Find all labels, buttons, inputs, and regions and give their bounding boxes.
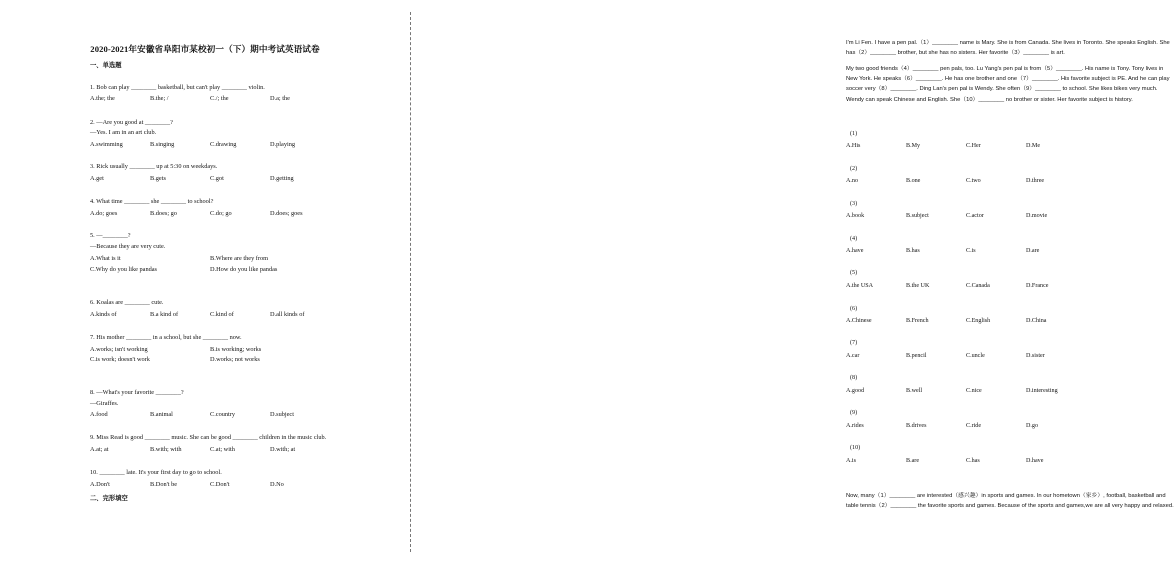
cloze-option-10a: A.is bbox=[846, 458, 856, 464]
question-2-answer-line: —Yes. I am in an art club. bbox=[90, 129, 157, 136]
cloze-option-6a: A.Chinese bbox=[846, 318, 872, 324]
option-1b: B.the; / bbox=[150, 95, 169, 102]
cloze-option-2b: B.one bbox=[906, 178, 921, 184]
option-7d: D.works; not works bbox=[210, 356, 260, 363]
cloze-option-9b: B.drives bbox=[906, 423, 927, 429]
option-1a: A.the; the bbox=[90, 95, 115, 102]
cloze-item-number-3: (3) bbox=[850, 201, 858, 207]
option-10c: C.Don't bbox=[210, 481, 230, 488]
cloze-option-9c: C.ride bbox=[966, 423, 982, 429]
right-column bbox=[410, 0, 1174, 562]
cloze-option-6c: C.English bbox=[966, 318, 991, 324]
cloze-option-5a: A.the USA bbox=[846, 283, 874, 289]
question-3: 3. Rick usually ________ up at 5:30 on weekdays. bbox=[90, 163, 218, 170]
cloze-option-9a: A.rides bbox=[846, 423, 864, 429]
cloze-option-10b: B.are bbox=[906, 458, 920, 464]
option-5d: D.How do you like pandas bbox=[210, 266, 278, 273]
option-3a: A.get bbox=[90, 175, 104, 182]
cloze-item-number-9: (9) bbox=[850, 410, 858, 416]
cloze-option-2d: D.three bbox=[1026, 178, 1045, 184]
option-9c: C.at; with bbox=[210, 446, 235, 453]
cloze-option-1a: A.His bbox=[846, 143, 861, 149]
option-9d: D.with; at bbox=[270, 446, 296, 453]
option-7b: B.is working; works bbox=[210, 346, 262, 353]
option-7c: C.is work; doesn't work bbox=[90, 356, 150, 363]
option-8d: D.subject bbox=[270, 411, 294, 418]
question-7: 7. His mother ________ in a school, but she ________ now. bbox=[90, 334, 242, 341]
question-5-answer-line: —Because they are very cute. bbox=[90, 243, 166, 250]
cloze-item-number-10: (10) bbox=[850, 445, 861, 451]
option-5c: C.Why do you like pandas bbox=[90, 266, 157, 273]
option-1c: C./; the bbox=[210, 95, 229, 102]
option-2c: C.drawing bbox=[210, 141, 237, 148]
cloze-option-9d: D.go bbox=[1026, 423, 1039, 429]
cloze-option-8a: A.good bbox=[846, 388, 865, 394]
cloze-passage-2-paragraph-1: Now, many（1）________ are interested（感兴趣）in sports and games. In our hometown（家乡）, football, basketball and table tennis（2）________ the favorite sports and games. Because of the sports and games,we are all very happy and relaxed. bbox=[846, 493, 1174, 510]
cloze-option-5b: B.the UK bbox=[906, 283, 930, 289]
cloze-option-6b: B.French bbox=[906, 318, 929, 324]
option-6c: C.kind of bbox=[210, 311, 234, 318]
cloze-option-4a: A.have bbox=[846, 248, 864, 254]
cloze-option-3b: B.subject bbox=[906, 213, 929, 219]
cloze-item-number-5: (5) bbox=[850, 270, 858, 276]
option-3b: B.gets bbox=[150, 175, 166, 182]
option-1d: D.a; the bbox=[270, 95, 290, 102]
cloze-option-2a: A.no bbox=[846, 178, 859, 184]
cloze-item-number-1: (1) bbox=[850, 131, 858, 137]
cloze-option-3a: A.book bbox=[846, 213, 865, 219]
option-8b: B.animal bbox=[150, 411, 173, 418]
cloze-option-3d: D.movie bbox=[1026, 213, 1048, 219]
option-5a: A.What is it bbox=[90, 255, 121, 262]
option-10b: B.Don't be bbox=[150, 481, 178, 488]
cloze-item-number-7: (7) bbox=[850, 340, 858, 346]
option-4b: B.does; go bbox=[150, 210, 177, 217]
cloze-option-4b: B.has bbox=[906, 248, 920, 254]
option-5b: B.Where are they from bbox=[210, 255, 269, 262]
cloze-option-7b: B.pencil bbox=[906, 353, 927, 359]
cloze-option-2c: C.two bbox=[966, 178, 981, 184]
cloze-option-4d: D.are bbox=[1026, 248, 1040, 254]
cloze-option-1c: C.Her bbox=[966, 143, 981, 149]
question-9: 9. Miss Read is good ________ music. She can be good ________ children in the music club. bbox=[90, 434, 327, 441]
cloze-option-8c: C.nice bbox=[966, 388, 982, 394]
option-8c: C.country bbox=[210, 411, 236, 418]
cloze-passage-paragraph-2: My two good friends（4）________ pen pals, too. Lu Yang's pen pal is from（5）________. His name is Tony. Tony lives in New York. He speaks（6）________. He has one brother and one（7）________. His favorite subject is PE. And he can play soccer very（8）________. Ding Lan's pen pal is Wendy. She often（9）________ to school. She likes bikes very much. Wendy can speak Chinese and English. She（10）________ no brother or sister. Her favorite subject is history. bbox=[846, 66, 1170, 103]
cloze-option-8b: B.well bbox=[906, 388, 923, 394]
cloze-item-number-8: (8) bbox=[850, 375, 858, 381]
option-2d: D.playing bbox=[270, 141, 296, 148]
question-5: 5. —________? bbox=[90, 232, 131, 239]
cloze-option-8d: D.interesting bbox=[1026, 388, 1058, 394]
option-3c: C.got bbox=[210, 175, 224, 182]
cloze-option-7d: D.sister bbox=[1026, 353, 1045, 359]
option-3d: D.getting bbox=[270, 175, 294, 182]
cloze-item-number-6: (6) bbox=[850, 306, 858, 312]
option-2b: B.singing bbox=[150, 141, 175, 148]
cloze-option-4c: C.is bbox=[966, 248, 976, 254]
option-10a: A.Don't bbox=[90, 481, 110, 488]
exam-title: 2020-2021年安徽省阜阳市某校初一（下）期中考试英语试卷 bbox=[90, 44, 320, 54]
cloze-option-1b: B.My bbox=[906, 143, 921, 149]
question-6: 6. Koalas are ________ cute. bbox=[90, 299, 164, 306]
option-4a: A.do; goes bbox=[90, 210, 118, 217]
option-9a: A.at; at bbox=[90, 446, 109, 453]
section-heading-single-choice: 一、单选题 bbox=[90, 62, 122, 69]
option-6d: D.all kinds of bbox=[270, 311, 305, 318]
cloze-option-10d: D.have bbox=[1026, 458, 1044, 464]
cloze-item-number-2: (2) bbox=[850, 166, 858, 172]
question-10: 10. ________ late. It's your first day to go to school. bbox=[90, 469, 222, 476]
section-heading-cloze: 二、完形填空 bbox=[90, 495, 128, 502]
option-6a: A.kinds of bbox=[90, 311, 117, 318]
option-4d: D.does; goes bbox=[270, 210, 303, 217]
cloze-option-3c: C.actor bbox=[966, 213, 984, 219]
cloze-option-5c: C.Canada bbox=[966, 283, 990, 289]
question-8-answer-line: —Giraffes. bbox=[90, 400, 119, 407]
cloze-option-5d: D.France bbox=[1026, 283, 1049, 289]
cloze-option-7c: C.uncle bbox=[966, 353, 985, 359]
cloze-passage-paragraph-1: I'm Li Fen. I have a pen pal.（1）________ name is Mary. She is from Canada. She lives in Toronto. She speaks English. She has（2）________ brother, but she has no sisters. Her favorite（3）________ is art. bbox=[846, 40, 1170, 57]
option-6b: B.a kind of bbox=[150, 311, 179, 318]
option-9b: B.with; with bbox=[150, 446, 182, 453]
option-4c: C.do; go bbox=[210, 210, 232, 217]
question-2: 2. —Are you good at ________? bbox=[90, 119, 173, 126]
cloze-item-number-4: (4) bbox=[850, 236, 858, 242]
question-8: 8. —What's your favorite ________? bbox=[90, 389, 184, 396]
option-2a: A.swimming bbox=[90, 141, 123, 148]
cloze-option-6d: D.China bbox=[1026, 318, 1047, 324]
cloze-option-7a: A.car bbox=[846, 353, 860, 359]
cloze-option-10c: C.has bbox=[966, 458, 980, 464]
option-8a: A.food bbox=[90, 411, 108, 418]
question-1: 1. Bob can play ________ basketball, but can't play ________ violin. bbox=[90, 84, 265, 91]
option-7a: A.works; isn't working bbox=[90, 346, 148, 353]
question-4: 4. What time ________ she ________ to school? bbox=[90, 198, 214, 205]
cloze-option-1d: D.Me bbox=[1026, 143, 1041, 149]
option-10d: D.No bbox=[270, 481, 284, 488]
left-column bbox=[0, 0, 410, 562]
